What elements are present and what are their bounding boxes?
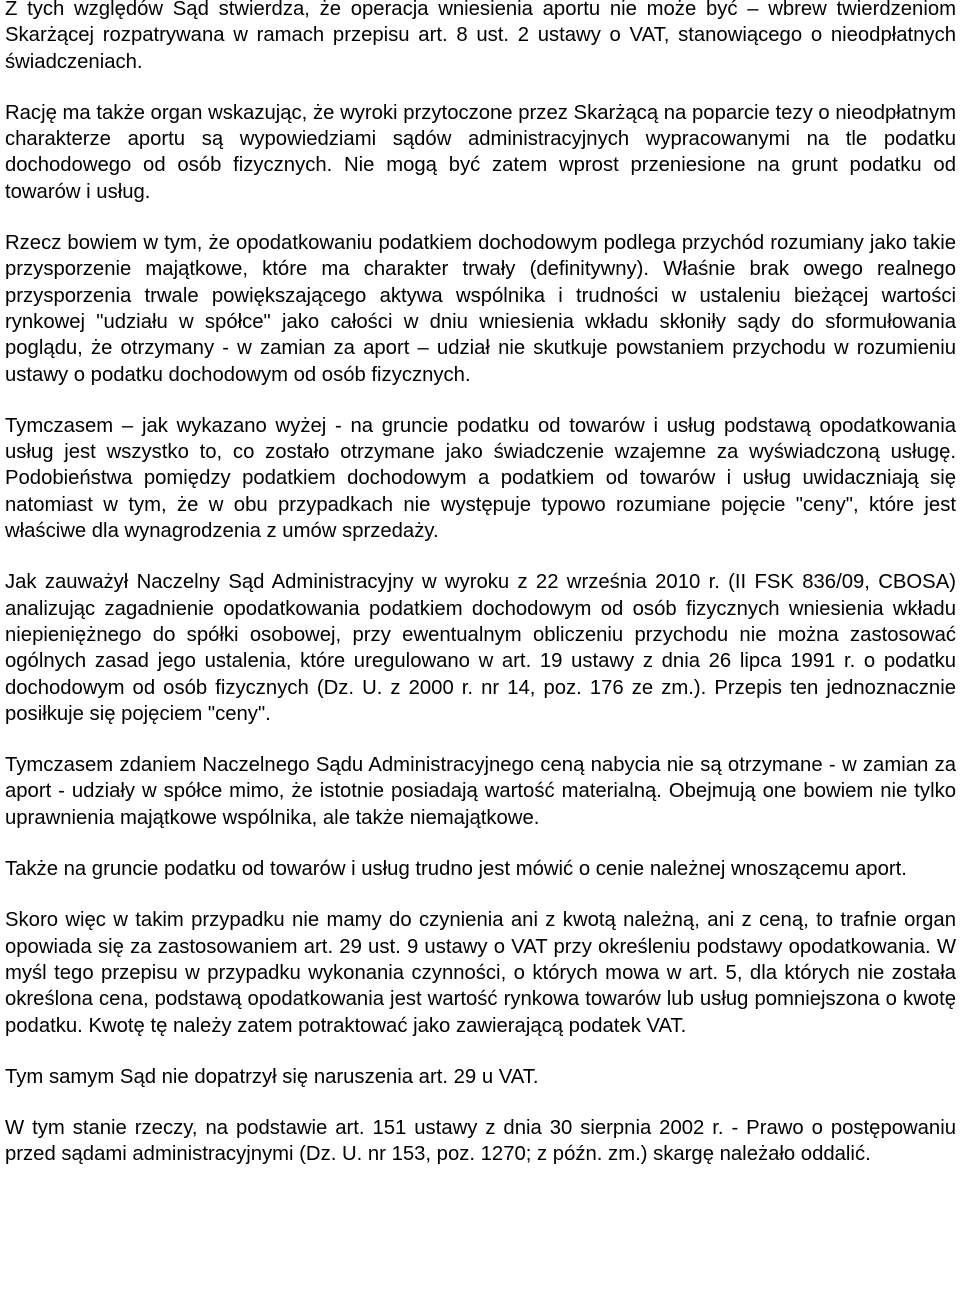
- paragraph: Tymczasem zdaniem Naczelnego Sądu Administracyjnego ceną nabycia nie są otrzymane - w zamian za aport - udziały w spółce mimo, że istotnie posiadają wartość materialną. Obejmują one bowiem nie tylko uprawnienia majątkowe wspólnika, ale także niemajątkowe.: [5, 754, 956, 829]
- paragraph: Rację ma także organ wskazując, że wyroki przytoczone przez Skarżącą na poparcie tezy o nieodpłatnym charakterze aportu są wypowiedziami sądów administracyjnych wypracowanymi na tle podatku dochodowego od osób fizycznych. Nie mogą być zatem wprost przeniesione na grunt podatku od towarów i usług.: [5, 101, 956, 203]
- paragraph: Tymczasem – jak wykazano wyżej - na gruncie podatku od towarów i usług podstawą opodatkowania usług jest wszystko to, co zostało otrzymane jako świadczenie wzajemne za wyświadczoną usługę. Podobieństwa pomiędzy podatkiem dochodowym a podatkiem od towarów i usług uwidaczniają się natomiast w tym, że w obu przypadkach nie występuje typowo rozumiane pojęcie "ceny", które jest właściwe dla wynagrodzenia z umów sprzedaży.: [5, 414, 956, 543]
- paragraph: Tym samym Sąd nie dopatrzył się naruszenia art. 29 u VAT.: [5, 1065, 539, 1088]
- paragraph: Skoro więc w takim przypadku nie mamy do czynienia ani z kwotą należną, ani z ceną, to trafnie organ opowiada się za zastosowaniem art. 29 ust. 9 ustawy o VAT przy określeniu podstawy opodatkowania. W myśl tego przepisu w przypadku wykonania czynności, o których mowa w art. 5, dla których nie została określona cena, podstawą opodatkowania jest wartość rynkowa towarów lub usług pomniejszona o kwotę podatku. Kwotę tę należy zatem potraktować jako zawierającą podatek VAT.: [5, 909, 956, 1037]
- paragraph: Z tych względów Sąd stwierdza, że operacja wniesienia aportu nie może być – wbrew twierdzeniom Skarżącej rozpatrywana w ramach przepisu art. 8 ust. 2 ustawy o VAT, stanowiącego o nieodpłatnych świadczeniach.: [5, 0, 956, 73]
- document-body: [5, 0, 956, 1168]
- paragraph: Jak zauważył Naczelny Sąd Administracyjny w wyroku z 22 września 2010 r. (II FSK 836/09, CBOSA) analizując zagadnienie opodatkowania podatkiem dochodowym od osób fizycznych wniesienia wkładu niepieniężnego do spółki osobowej, przy ewentualnym obliczeniu przychodu nie można zastosować ogólnych zasad jego ustalenia, które uregulowano w art. 19 ustawy z dnia 26 lipca 1991 r. o podatku dochodowym od osób fizycznych (Dz. U. z 2000 r. nr 14, poz. 176 ze zm.). Przepis ten jednoznacznie posiłkuje się pojęciem "ceny".: [5, 571, 956, 725]
- paragraph: Także na gruncie podatku od towarów i usług trudno jest mówić o cenie należnej wnoszącemu aport.: [5, 858, 907, 881]
- paragraph: W tym stanie rzeczy, na podstawie art. 151 ustawy z dnia 30 sierpnia 2002 r. - Prawo o postępowaniu przed sądami administracyjnymi (Dz. U. nr 153, poz. 1270; z późn. zm.) skargę należało oddalić.: [5, 1117, 956, 1166]
- paragraph: Rzecz bowiem w tym, że opodatkowaniu podatkiem dochodowym podlega przychód rozumiany jako takie przysporzenie majątkowe, które ma charakter trwały (definitywny). Właśnie brak owego realnego przysporzenia trwale powiększającego aktywa wspólnika i trudności w ustaleniu bieżącej wartości rynkowej "udziału w spółce" jako całości w dniu wniesienia wkładu skłoniły sądy do sformułowania poglądu, że otrzymany - w zamian za aport – udział nie skutkuje powstaniem przychodu w rozumieniu ustawy o podatku dochodowym od osób fizycznych.: [5, 232, 956, 386]
